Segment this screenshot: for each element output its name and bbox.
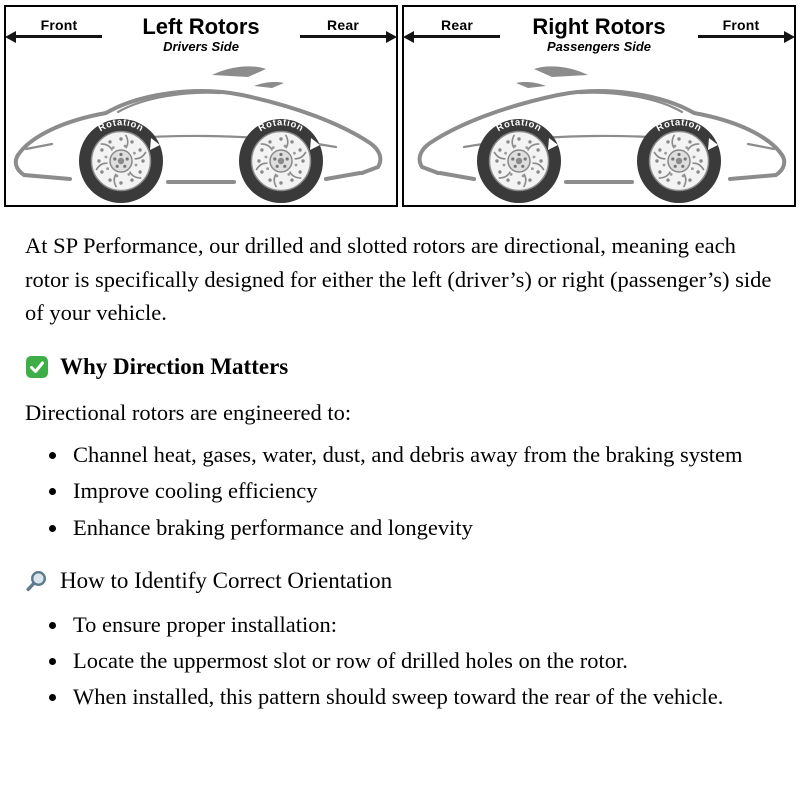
check-icon <box>25 355 49 379</box>
arrow-left-icon <box>414 35 500 38</box>
arrow-right-icon <box>698 35 784 38</box>
list-item: • To ensure proper installation: <box>69 608 775 641</box>
section1-bullet-list <box>25 438 775 544</box>
rotation-label: Rotation <box>494 117 544 134</box>
rear-direction-label <box>414 17 500 38</box>
right-panel-header <box>404 7 794 55</box>
car-art <box>420 66 785 203</box>
panel-titles <box>102 15 300 55</box>
heading-text: How to Identify Correct Orientation <box>60 567 393 593</box>
direction-text: Rear <box>327 17 359 33</box>
direction-text: Front <box>40 17 78 33</box>
panel-subtitle: Drivers Side <box>163 39 239 55</box>
panel-title: Right Rotors <box>532 14 666 39</box>
section-heading-why-direction-matters <box>25 352 775 382</box>
list-item: • When installed, this pattern should sweep toward the rear of the vehicle. <box>69 680 775 713</box>
rotor-diagram <box>0 0 800 207</box>
heading-text: Why Direction Matters <box>60 354 289 380</box>
intro-paragraph: At SP Performance, our drilled and slotted rotors are directional, meaning each rotor is specifically designed for either the left (driver’s) or right (passenger’s) side of your vehicle. <box>25 232 772 326</box>
left-rotors-panel <box>4 5 398 207</box>
document-body <box>0 207 800 737</box>
rotation-label: Rotation <box>654 117 704 134</box>
car-illustration-left <box>6 55 396 205</box>
list-item: • Enhance braking performance and longevity <box>69 511 775 544</box>
rotation-label: Rotation <box>256 117 306 134</box>
left-panel-header <box>6 7 396 55</box>
car-art <box>16 66 381 203</box>
section1-lead: Directional rotors are engineered to: <box>25 399 352 425</box>
direction-text: Front <box>722 17 760 33</box>
arrow-left-icon <box>16 35 102 38</box>
arrow-right-icon <box>300 35 386 38</box>
direction-text: Rear <box>441 17 473 33</box>
car-illustration-right <box>404 55 794 205</box>
list-item: • Locate the uppermost slot or row of drilled holes on the rotor. <box>69 644 775 677</box>
front-direction-label <box>698 17 784 38</box>
section-heading-identify-orientation <box>25 566 775 596</box>
rear-direction-label <box>300 17 386 38</box>
list-item: • Channel heat, gases, water, dust, and debris away from the braking system <box>69 438 775 471</box>
panel-title: Left Rotors <box>142 14 260 39</box>
section2-bullet-list <box>25 608 775 714</box>
panel-subtitle: Passengers Side <box>546 39 652 55</box>
panel-titles <box>500 15 698 55</box>
list-item: • Improve cooling efficiency <box>69 474 775 507</box>
rotation-label: Rotation <box>96 117 146 134</box>
right-rotors-panel <box>402 5 796 207</box>
magnifier-icon <box>25 569 49 593</box>
front-direction-label <box>16 17 102 38</box>
